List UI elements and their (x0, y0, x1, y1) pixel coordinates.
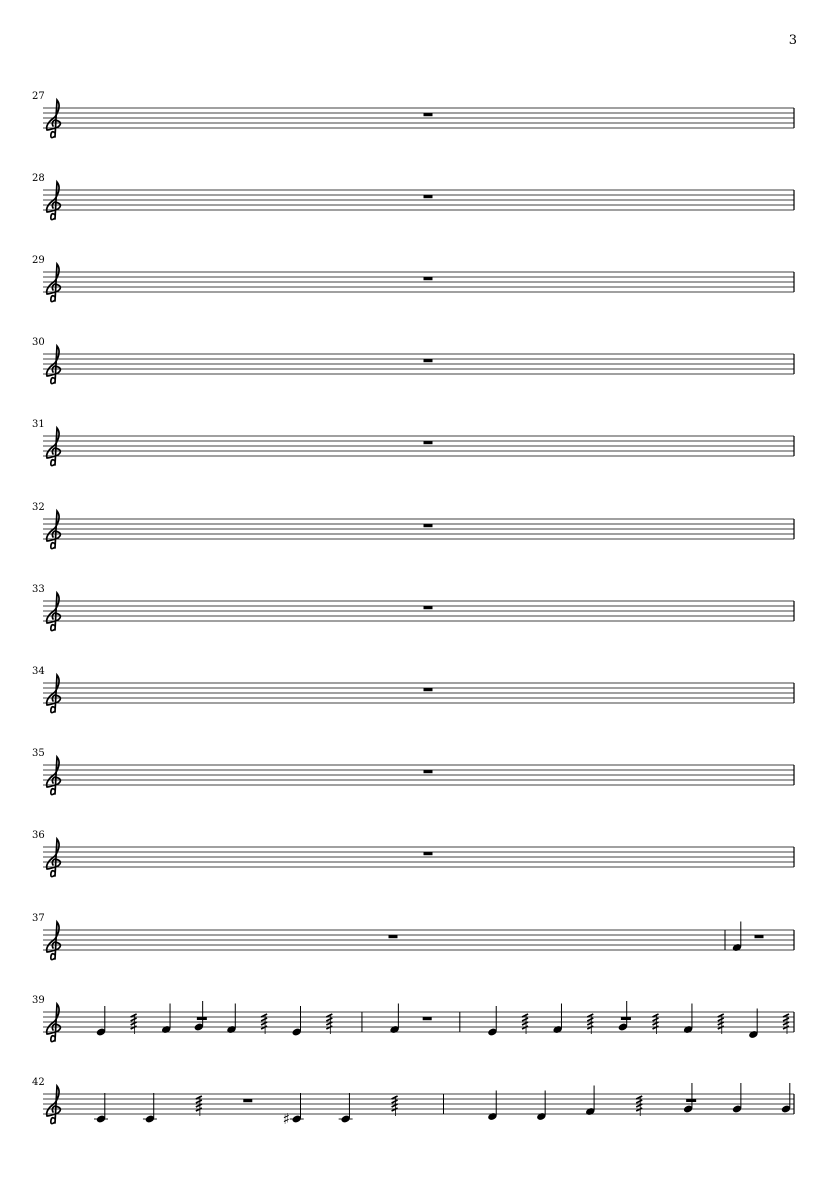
measure-number: 30 (32, 337, 45, 348)
tremolo-beam (196, 1096, 202, 1099)
staff-system (32, 995, 794, 1042)
staff-system (32, 91, 794, 138)
measure-number: 28 (32, 173, 45, 184)
tremolo-beam (326, 1014, 332, 1017)
tremolo-beam (783, 1022, 789, 1025)
whole-rest (424, 606, 433, 609)
tremolo-beam (718, 1022, 724, 1025)
staff-system (32, 337, 794, 384)
tremolo-beam (196, 1104, 202, 1107)
whole-rest (424, 113, 433, 116)
whole-rest (424, 770, 433, 773)
tremolo-beam (636, 1100, 642, 1103)
tremolo-beam (718, 1018, 724, 1021)
staff-system (32, 748, 794, 795)
whole-rest (755, 935, 764, 938)
tremolo-beam (587, 1018, 593, 1021)
tremolo-beam (326, 1022, 332, 1025)
whole-rest (621, 1017, 631, 1020)
staff-system (32, 666, 794, 713)
staff-system (32, 830, 794, 877)
tremolo-beam (718, 1014, 724, 1017)
whole-rest (686, 1099, 696, 1102)
tremolo-beam (783, 1014, 789, 1017)
staff-system (32, 502, 794, 549)
treble-clef-icon (47, 428, 61, 466)
tremolo-beam (131, 1018, 137, 1021)
measure-number: 39 (32, 995, 45, 1006)
staff-system (32, 255, 794, 302)
whole-rest (424, 524, 433, 527)
tremolo-beam (783, 1026, 789, 1029)
measure-number: 32 (32, 502, 45, 513)
measure-number: 35 (32, 748, 45, 759)
whole-rest (424, 688, 433, 691)
measure-number: 36 (32, 830, 45, 841)
tremolo-beam (131, 1022, 137, 1025)
staff-system (32, 913, 794, 960)
whole-rest (424, 441, 433, 444)
tremolo-beam (392, 1100, 398, 1103)
treble-clef-icon (47, 757, 61, 795)
tremolo-beam (653, 1026, 659, 1029)
tremolo-beam (261, 1022, 267, 1025)
staff-system (32, 584, 794, 631)
tremolo-beam (326, 1018, 332, 1021)
whole-rest (423, 1017, 432, 1020)
tremolo-beam (783, 1018, 789, 1021)
tremolo-beam (636, 1104, 642, 1107)
measure-number: 34 (32, 666, 45, 677)
tremolo-beam (587, 1026, 593, 1029)
tremolo-beam (326, 1026, 332, 1029)
measure-number: 31 (32, 419, 45, 430)
treble-clef-icon (47, 1086, 61, 1124)
tremolo-beam (587, 1014, 593, 1017)
staff-system (32, 1077, 794, 1128)
whole-rest (197, 1017, 207, 1020)
treble-clef-icon (47, 182, 61, 220)
tremolo-beam (587, 1022, 593, 1025)
measure-number: 42 (32, 1077, 45, 1088)
tremolo-beam (653, 1014, 659, 1017)
tremolo-beam (718, 1026, 724, 1029)
tremolo-beam (392, 1108, 398, 1111)
treble-clef-icon (47, 346, 61, 384)
whole-rest (424, 195, 433, 198)
tremolo-beam (131, 1026, 137, 1029)
tremolo-beam (131, 1014, 137, 1017)
whole-rest (424, 277, 433, 280)
tremolo-beam (636, 1108, 642, 1111)
tremolo-beam (522, 1014, 528, 1017)
whole-rest (389, 935, 398, 938)
treble-clef-icon (47, 675, 61, 713)
whole-rest (424, 852, 433, 855)
tremolo-beam (261, 1026, 267, 1029)
measure-number: 37 (32, 913, 45, 924)
treble-clef-icon (47, 1004, 61, 1042)
treble-clef-icon (47, 511, 61, 549)
measure-number: 33 (32, 584, 45, 595)
treble-clef-icon (47, 922, 61, 960)
tremolo-beam (653, 1022, 659, 1025)
staff-system (32, 173, 794, 220)
treble-clef-icon (47, 593, 61, 631)
tremolo-beam (261, 1018, 267, 1021)
staff-system (32, 419, 794, 466)
tremolo-beam (636, 1096, 642, 1099)
tremolo-beam (392, 1104, 398, 1107)
tremolo-beam (522, 1026, 528, 1029)
measure-number: 29 (32, 255, 45, 266)
tremolo-beam (522, 1018, 528, 1021)
whole-rest (424, 359, 433, 362)
page-number: 3 (788, 33, 797, 48)
tremolo-beam (261, 1014, 267, 1017)
tremolo-beam (522, 1022, 528, 1025)
measure-number: 27 (32, 91, 45, 102)
treble-clef-icon (47, 264, 61, 302)
tremolo-beam (196, 1108, 202, 1111)
treble-clef-icon (47, 839, 61, 877)
tremolo-beam (653, 1018, 659, 1021)
treble-clef-icon (47, 100, 61, 138)
tremolo-beam (392, 1096, 398, 1099)
whole-rest (243, 1099, 252, 1102)
sharp-accidental: ♯ (282, 1110, 290, 1128)
tremolo-beam (196, 1100, 202, 1103)
